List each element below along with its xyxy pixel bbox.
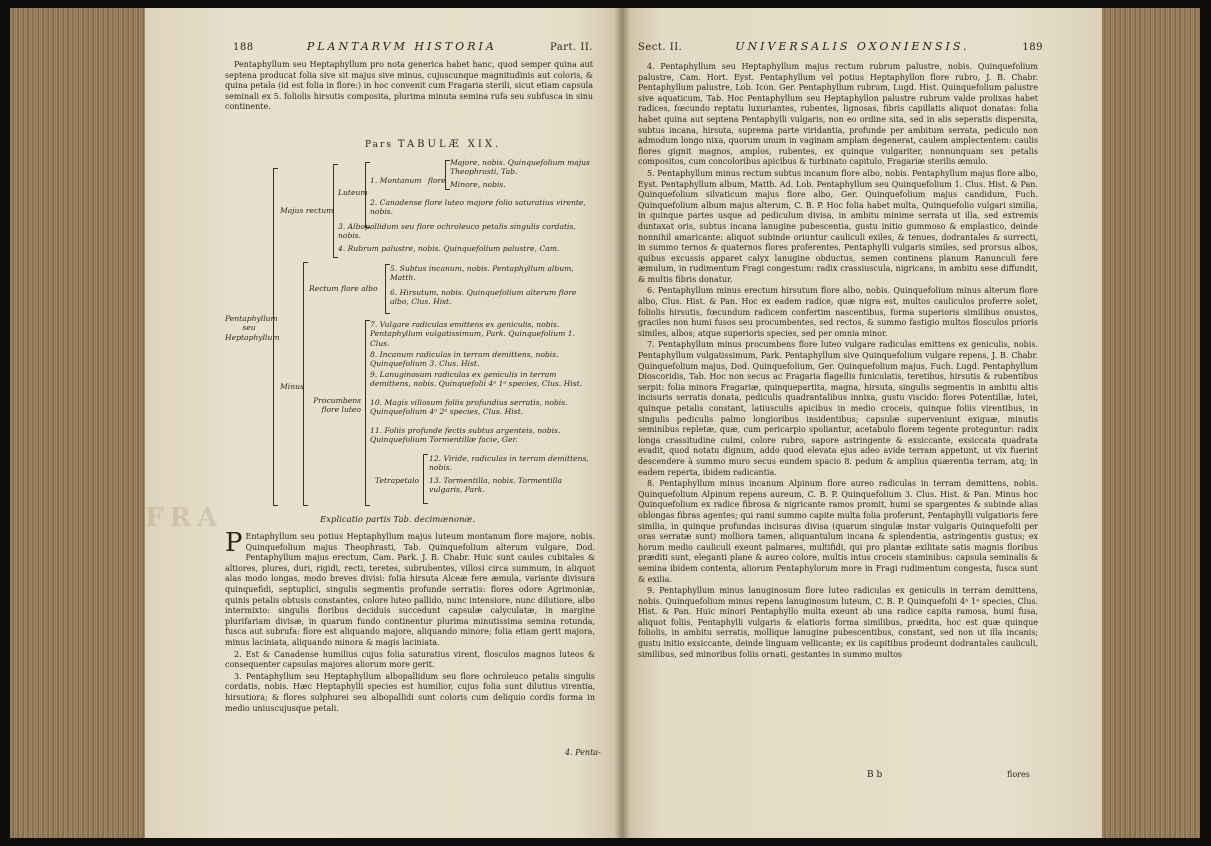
tree-item-10: 10. Magis villosum foliis profundius serratis, nobis. Quinquefolium 4ᵃ 2ᵃ species, Clus. Hist.: [370, 398, 568, 417]
right-catchword: flores: [1007, 770, 1030, 779]
right-page: [622, 8, 1102, 838]
tree-item-8: 8. Incanum radiculas in terram demittens, nobis. Quinquefolium 3. Clus. Hist.: [370, 350, 559, 369]
tree-minus: Minus: [280, 382, 304, 391]
tree-majus-rectum: Majus rectum: [280, 206, 334, 215]
left-running-title: PLANTARVM HISTORIA: [306, 40, 497, 53]
open-book: [10, 8, 1200, 838]
tree-luteum: Luteum: [338, 188, 368, 197]
right-running-head: [638, 40, 1043, 53]
left-intro-paragraph: Pentaphyllum seu Heptaphyllum pro nota generica habet hanc, quod semper quina aut septena producat folia sive sit majus sive minus, cujuscunque magnitudinis aut coloris, & quina petala (id est folia in flore:) in hoc convenit cum Fragaria sterili, sicut etiam capsula seminali ex 5. foliolis hirsutis composita, plurima minuta semina rufa seu subfusca in sinu continente.: [225, 60, 593, 112]
paragraph-7: 7. Pentaphyllum minus procumbens flore luteo vulgare radiculas emittens ex geniculis, nobis. Pentaphyllum vulgatissimum, Park. Pentaphyllum sive Quinquefolium vulgare repens, J. B. Chabr. Quinquefolium majus, Dod. Quinquefolium, Ger. Quinquefolium majus, Fuch. Lugd. Pentaphyllum Dioscoridis, Tab. Hoc non secus ac Fragaria flagellis funiculatis, teretibus, hirsutis & rubentibus serpit: folia minora Fragariæ, quinquepartita, magna, hirsuta, singulis segmentis in ambitu altis incisuris serratis donata, pediculis quadrantalibus innixa, gustu viscido: flores Potentillæ, lutei, quinque petalis constant, latiusculis apicibus in medio croceis, quinque foliis virentibus, in singulis pediculis palmo longioribus insidentibus; capsulæ superveniunt exiguæ, minutis seminibus repletæ, quæ, cum pericarpio spoliantur, acetabulo florem tegente proteguntur: radix longa crassitudine culmi, colore rubro, sapore astringente & exsiccante, exsiccata quadrata evadit, quod notatu dignum, addo quod elevata ejus adeo avide terram appetunt, ut vix fuerint descendere à summo muro secus eundem spacio 8. pedum & amplius quærentia terram, atq; in eadem reperta, ibidem radicantia.: [638, 340, 1038, 477]
tree-item-2: 2. Canadense flore luteo majore folio saturatius virente, nobis.: [370, 198, 586, 217]
tree-item-7: 7. Vulgare radiculas emittens ex geniculis, nobis. Pentaphyllum vulgatissimum, Park. Quinquefolium 1. Clus.: [370, 320, 575, 348]
tree-item-4: 4. Rubrum palustre, nobis. Quinquefolium palustre, Cam.: [338, 244, 560, 253]
signature-mark: B b: [867, 770, 883, 780]
left-catchword: 4. Penta-: [565, 748, 601, 757]
paragraph-3: 3. Pentaphyllum seu Heptaphyllum albopallidum seu flore ochroleuco petalis singulis cordatis, nobis. Hæc Heptaphylli species est humilior, cujus folia sunt dilutius virentia, hirsutiora; & flores sulphurei seu albopallidi sunt coloris cum deliquio cordis forma in medio uniuscujusque petali.: [225, 671, 595, 713]
tree-item-5: 5. Subtus incanum, nobis. Pentaphyllum album, Matth.: [390, 264, 574, 283]
left-part-label: Part. II.: [550, 42, 593, 53]
tree-procumbens: Procumbens flore luteo: [313, 396, 361, 415]
tree-item-12: 12. Viride, radiculas in terram demittens, nobis.: [429, 454, 589, 473]
tree-root: Pentaphyllum seu Heptaphyllum: [225, 314, 280, 342]
tree-majore: Majore, nobis. Quinquefolium majus Theophrasti, Tab.: [450, 158, 590, 177]
paragraph-4: 4. Pentaphyllum seu Heptaphyllum majus rectum rubrum palustre, nobis. Quinquefolium palustre, Cam. Hort. Eyst. Pentaphyllum vel potius Heptaphyllon flore rubro, J. B. Chabr. Pentaphyllum palustre, Lob. Icon. Ger. Pentaphyllum rubrum, Lugd. Hist. Quinquefolium palustre sive aquaticum, Tab. Hoc Pentaphyllum seu Heptaphyllon palustre rubrum valde prolixas habet radices, fœcundo reptatu luxuriantes, rubentes, lignosas, fibris capillatis aliquot donatas: folia habet quina aut septena Pentaphylli vulgaris, non eo ordine sita, sed in alis seperatis dispersita, subtus incana, hirsuta, suprema parte viridantia, profunde per ambitum serrata, pediculo non admodum longo nixa, quorum unum in vaginam amplam degenerat, caulem amplectentem: caulis flores gignit magnos, amplos, rubentes, ex quinque vulgariter, nonnunquam sex petalis compositos, cum concoloribus apicibus & turbinato capitulo, Fragariæ sterilis æmulo.: [638, 62, 1038, 167]
tree-tetrapetalo: Tetrapetalo: [375, 476, 420, 485]
table-caption: Explicatio partis Tab. decimænonæ.: [320, 515, 476, 525]
paragraph-2: 2. Est & Canadense humilius cujus folia saturatius virent, flosculos magnos luteos & consequenter capsulas majores aliorum more gerit.: [225, 649, 595, 670]
tree-minore: Minore, nobis.: [450, 180, 506, 189]
paragraph-9: 9. Pentaphyllum minus lanuginosum flore luteo radiculas ex geniculis in terram demittens, nobis. Quinquefolium minus repens lanuginosum luteum, C. B. P. Quinquefolii 4ᵃ 1ᵃ species, Clus. Hist. & Pan. Huic minori Pentaphyllo multa exeunt ab una radice capita ramosa, humi fusa, aliquot foliis, Pentaphylli vulgaris & elatioris forma similibus, prædita, hoc est quæ quinque foliolis, in ambitu serratis, mollique lanugine pubescentibus, constant, sed non ut illa incanis; gustu initio exsiccante, deinde linguam vellicante; ex iis capitibus prodeunt dodrantales cauliculi, similibus, sed minoribus foliis ornati, gestantes in summo multos: [638, 586, 1038, 659]
tree-item-13: 13. Tormentilla, nobis. Tormentilla vulgaris, Park.: [429, 476, 563, 495]
paragraph-8: 8. Pentaphyllum minus incanum Alpinum flore aureo radiculas in terram demittens, nobis. Quinquefolium Alpinum repens aureum, C. B. P. Quinquefolium 3. Clus. Hist. & Pan. Minus hoc Quinquefolium ex radice fibrosa & nigricante ramos promit, humi se spargentes & subinde alias oblongas fibras agentes; qui rami summo capite multa folia proferunt, Pentaphylli vulgatioris fere similia, in quinque profundas incisuras divisa (quarum singulæ instar vulgaris Quinquefolii per oras serratæ sunt) molliora tamen, aliquantulum incana & splendentia, astringentis gustus; ex horum medio cauliculi exeunt palmares, multifidi, qui pro plantæ exilitate satis magnis floribus præditi sunt, eleganti plane & aureo colore, multis intus croceis staminibus: capsula seminalis & semina ibidem contenta, aliorum Pentaphylorum more in Fragi rudimentum congesta, fusca sunt & exilia.: [638, 479, 1038, 584]
left-body-text: P Entaphyllum seu potius Heptaphyllum majus luteum montanum flore majore, nobis. Quinquefolium majus Theophrasti, Tab. Quinquefolium alterum vulgare, Dod. Pentaphyllum majus erectum, Cam. Park. J. B. Chabr. Huic sunt caules cubitales & altiores, plures, duri, rigidi, recti, teretes, subrubentes, villosi circa summum, in aliquot alas modo longas, modo breves divisi: folia hirsuta Alceæ fere æmula, variante divisura quinquefidi, septuplici, singulis segmentis profunde serratis: flores odore Agrimoniæ, quinis petalis obtusis constantes, colore luteo pallido, nunc intensiore, nunc dilutiore, albo intermixto: singulis floribus deciduis succedunt capsulæ calyculatæ, in margine plurifariam divisæ, in quarum fundo continentur plurima minutissima semina rotunda, fusca aut subrufa: flore est aliquando majore, aliquando minore; folia etiam gerit majora, minus laciniata, aliquando minora & magis laciniata. 2. Est & Canadense humilius cujus folia saturatius virent, flosculos magnos luteos & consequenter capsulas majores aliorum more gerit. 3. Pentaphyllum seu Heptaphyllum albopallidum seu flore ochroleuco petalis singulis cordatis, nobis. Hæc Heptaphylli species est humilior, cujus folia sunt dilutius virentia, hirsutiora; & flores sulphurei seu albopallidi sunt coloris cum deliquio cordis forma in medio uniuscujusque petali.: [225, 528, 595, 713]
tree-item-6: 6. Hirsutum, nobis. Quinquefolium alterum flore albo, Clus. Hist.: [390, 288, 577, 307]
left-page: [145, 8, 622, 838]
right-page-number: 189: [1022, 42, 1043, 53]
page-edges-left: [10, 8, 145, 838]
left-running-head: [233, 40, 593, 53]
tree-brace-minus: [303, 262, 308, 506]
tree-item-9: 9. Lanuginosum radiculas ex geniculis in terram demittens, nobis. Quinquefolii 4ᵃ 1ᵃ species, Clus. Hist.: [370, 370, 583, 389]
gutter-shadow: [614, 8, 630, 838]
tree-item-11: 11. Foliis profunde fectis subtus argenteis, nobis. Quinquefolium Tormentillæ facie, Ger.: [370, 426, 561, 445]
page-edges-right: [1102, 8, 1200, 838]
classification-tree: [225, 158, 595, 508]
paragraph-5: 5. Pentaphyllum minus rectum subtus incanum flore albo, nobis. Pentaphyllum majus flore albo, Eyst. Pentaphyllum album, Matth. Ad. Lob. Pentaphyllum seu Quinquefolium 1. Clus. Hist. & Pan. Quinquefolium silvaticum majus flore albo, Ger. Quinquefolium majus candidum, Fuch. Quinquefolium album majus alterum, C. B. P. Hoc folia habet multa, Quinquefolio vulgari similia, in quinque partes usque ad pediculum divisa, in ambitu minime serrata ut illa, sed extremis duntaxat oris, subtus incana lanugine pubescentia, gustu initio gummoso & emplastico, deinde nonnihil amaricante: aliquot subinde oriuntur cauliculi exiles, & tenues, dodrantales & surrecti, in summo ternos & quaternos flores proferentes, Pentaphylli vulgaris similes, sed prorsus albos, quibus excussis apparet calyx lanugine obductus, semen continens planum Ranunculi fere æmulum, in rudimentum Fragi congestum: radix crassiuscula, nigricans, in ambitu sese diffundit, & multis fibris donatur.: [638, 168, 1038, 284]
drop-cap: P: [225, 528, 243, 558]
tree-montanum: 1. Montanum flore: [370, 176, 446, 185]
tree-brace-tetrapetalo: [423, 454, 428, 504]
tree-rectum-albo: Rectum flore albo: [309, 284, 378, 293]
tree-item-3: 3. Albopallidum seu flore ochroleuco petalis singulis cordatis, nobis.: [338, 222, 576, 241]
right-section-label: Sect. II.: [638, 42, 683, 53]
right-running-title: UNIVERSALIS OXONIENSIS.: [735, 40, 970, 53]
tree-brace-root: [273, 168, 278, 506]
watermark: FRA: [145, 503, 224, 533]
right-body-text: [638, 62, 1038, 661]
table-title: Pars TABULÆ XIX.: [365, 139, 502, 150]
left-page-number: 188: [233, 42, 254, 53]
paragraph-6: 6. Pentaphyllum minus erectum hirsutum flore albo, nobis. Quinquefolium minus alterum flore albo, Clus. Hist. & Pan. Hoc ex eadem radice, quæ nigra est, multos cauliculos proferre solet, foliolis hirsutis, fœcundum radicem confertim nascentibus, forma superioris similibus onustos, graciles non humi fusos seu procumbentes, sed rectos, & summo fastigio multos flosculos prioris similes, albos; atque superioris species, sed per omnia minor.: [638, 286, 1038, 338]
tree-brace-luteum: [365, 162, 370, 228]
